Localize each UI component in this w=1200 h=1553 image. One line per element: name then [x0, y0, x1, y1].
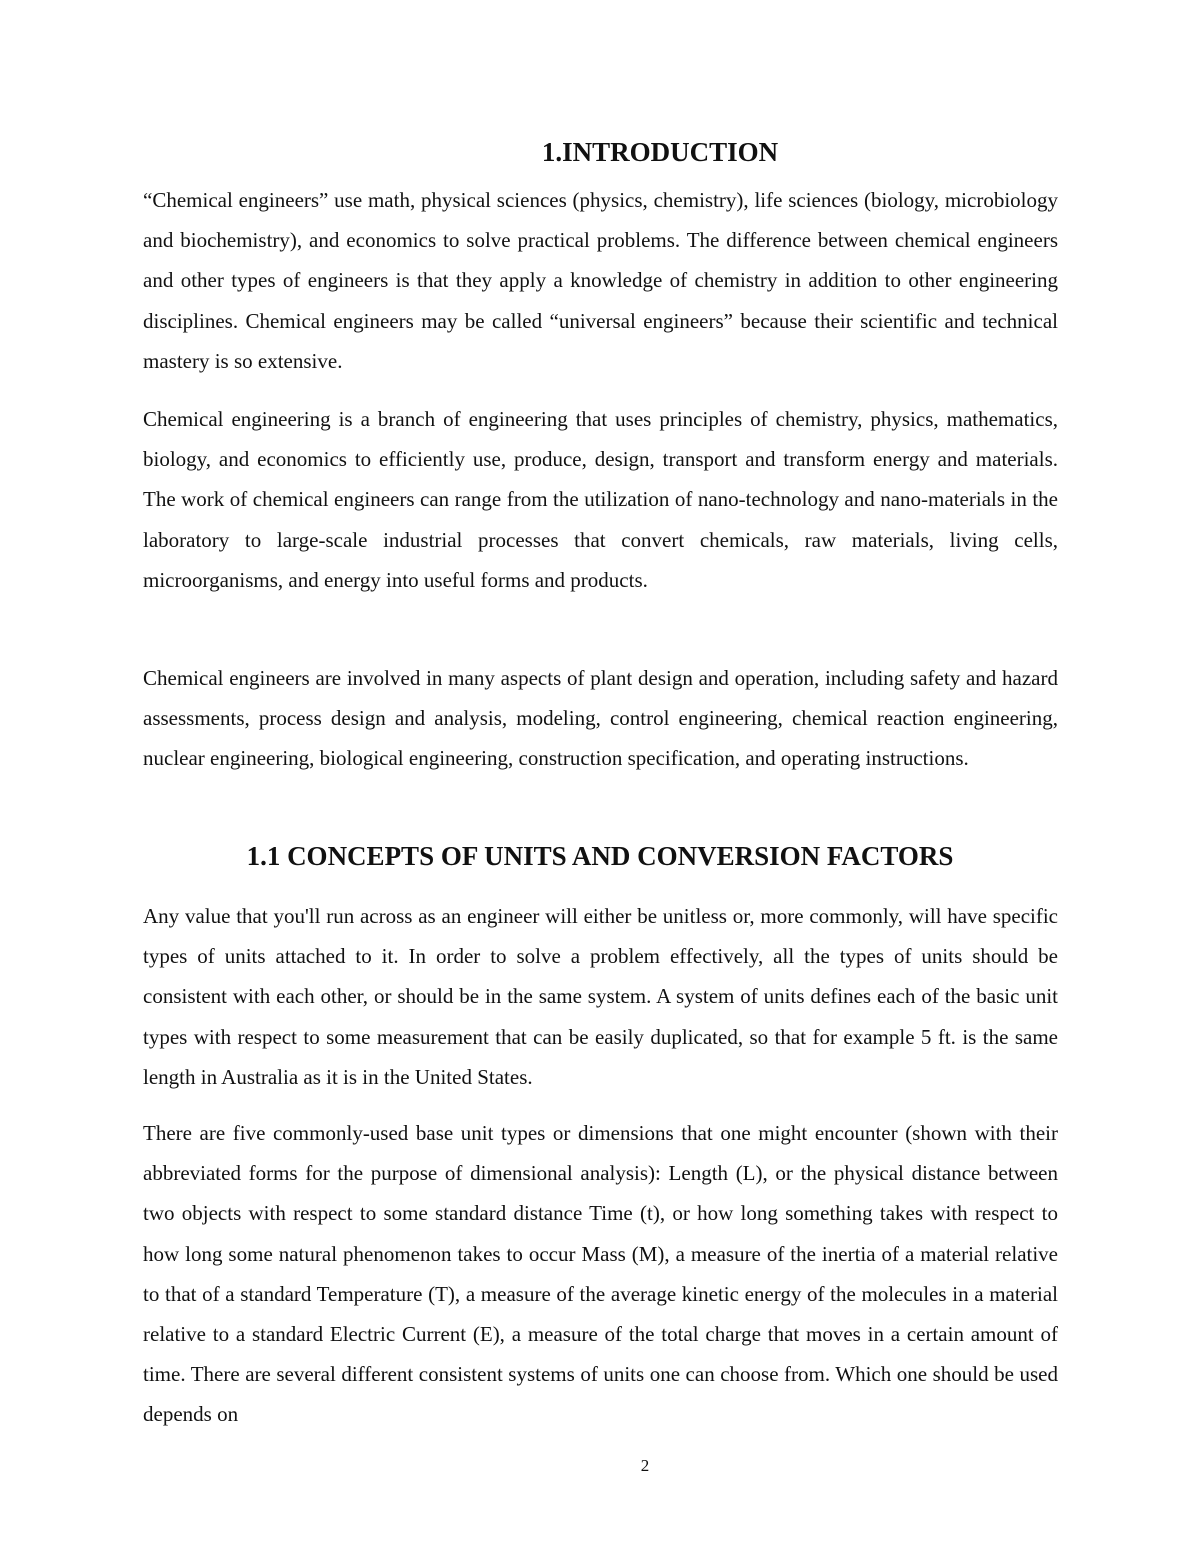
units-paragraph-1: Any value that you'll run across as an engineer will either be unitless or, more commonly, will have specific types of units attached to it. In order to solve a problem effectively, all the types of units should be consistent with each other, or should be in the same system. A system of units defines each of the basic unit types with respect to some measurement that can be easily duplicated, so that for example 5 ft. is the same length in Australia as it is in the United States. — [143, 904, 1058, 1089]
units-paragraph-2: There are five commonly-used base unit types or dimensions that one might encounter (shown with their abbreviated forms for the purpose of dimensional analysis): Length (L), or the physical distance between two objects with respect to some standard distance Time (t), or how long something takes with respect to how long some natural phenomenon takes to occur Mass (M), a measure of the inertia of a material relative to that of a standard Temperature (T), a measure of the average kinetic energy of the molecules in a material relative to a standard Electric Current (E), a measure of the total charge that moves in a certain amount of time. There are several different consistent systems of units one can choose from. Which one should be used depends on — [143, 1121, 1058, 1427]
introduction-heading: 1.INTRODUCTION — [541, 137, 779, 167]
page-number: 2 — [640, 1456, 650, 1475]
intro-paragraph-2: Chemical engineering is a branch of engineering that uses principles of chemistry, physics, mathematics, biology, and economics to efficiently use, produce, design, transport and transform energy and materials. The work of chemical engineers can range from the utilization of nano-technology and nano-materials in the laboratory to large-scale industrial processes that convert chemicals, raw materials, living cells, microorganisms, and energy into useful forms and products. — [143, 407, 1058, 592]
units-section-heading: 1.1 CONCEPTS OF UNITS AND CONVERSION FACTORS — [246, 841, 954, 871]
intro-paragraph-1: “Chemical engineers” use math, physical sciences (physics, chemistry), life sciences (biology, microbiology and biochemistry), and economics to solve practical problems. The difference between chemical engineers and other types of engineers is that they apply a knowledge of chemistry in addition to other engineering disciplines. Chemical engineers may be called “universal engineers” because their scientific and technical mastery is so extensive. — [143, 188, 1058, 373]
intro-paragraph-3: Chemical engineers are involved in many aspects of plant design and operation, including safety and hazard assessments, process design and analysis, modeling, control engineering, chemical reaction engineering, nuclear engineering, biological engineering, construction specification, and operating instructions. — [143, 666, 1058, 771]
